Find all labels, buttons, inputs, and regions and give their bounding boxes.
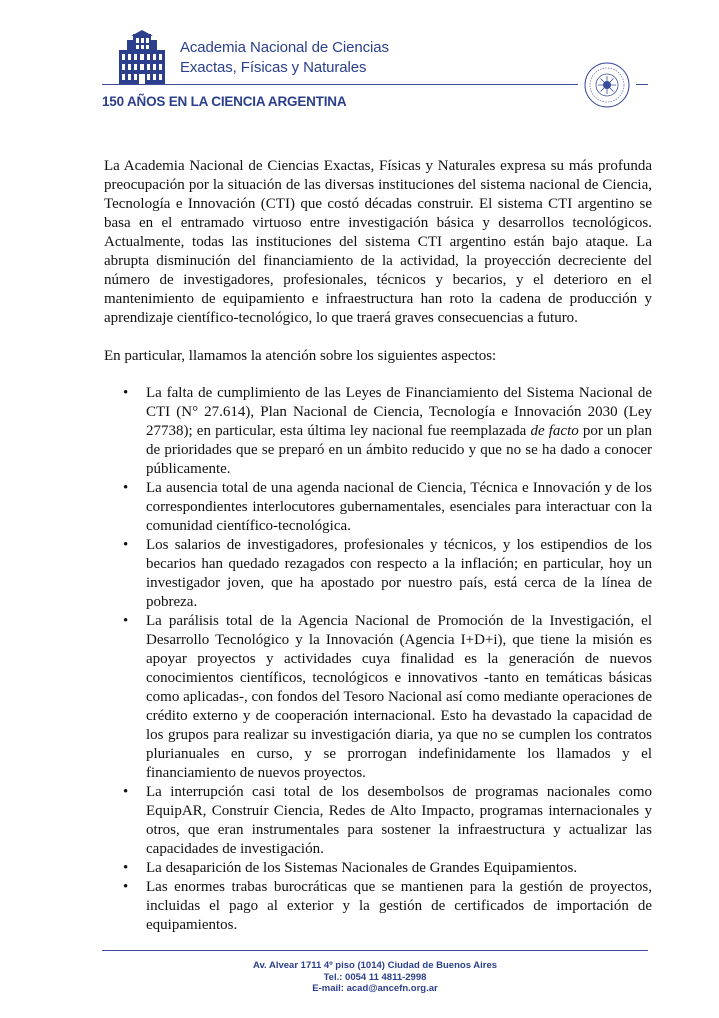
list-item-emphasis: de facto — [530, 423, 579, 439]
footer-rule — [102, 950, 648, 951]
list-item-text: Los salarios de investigadores, profesionales y técnicos, y los estipendios de los becarios han quedado rezagados con respecto a la inflación; en particular, hoy un investigador joven, que ha apostado por nuestro país, está cerca de la línea de pobreza. — [146, 537, 652, 610]
list-item — [104, 384, 652, 479]
header-rule — [102, 84, 578, 85]
list-item-text-cont: por un plan de prioridades que se preparó en un ámbito reducido y que no se ha dado a conocer públicamente. — [146, 423, 652, 477]
header-rule-right — [636, 84, 648, 85]
concerns-list — [104, 384, 652, 935]
list-item-text: La parálisis total de la Agencia Nacional de Promoción de la Investigación, el Desarrollo Tecnológico y la Innovación (Agencia I+D+i), que tiene la misión es apoyar proyectos y actividades cuya finalidad es la generación de nuevos conocimientos científicos, tecnológicos e innovativos -tanto en temáticas básicas como aplicadas-, con fondos del Tesoro Nacional así como mediante operaciones de crédito externo y de cooperación internacional. Esto ha devastado la capacidad de los grupos para realizar su investigación diaria, ya que no se cumplen los contratos plurianuales en curso, y se prorrogan indefinidamente los llamados y el financiamiento de nuevos proyectos. — [146, 613, 652, 781]
list-item — [104, 612, 652, 783]
list-item — [104, 536, 652, 612]
list-item — [104, 859, 652, 878]
list-item-text: La ausencia total de una agenda nacional de Ciencia, Técnica e Innovación y de los correspondientes interlocutores gubernamentales, esenciales para interactuar con la comunidad científico-tecnológica. — [146, 480, 652, 534]
list-item-text: La desaparición de los Sistemas Nacionales de Grandes Equipamientos. — [146, 860, 578, 876]
lead-paragraph: En particular, llamamos la atención sobre los siguientes aspectos: — [104, 348, 497, 364]
footer-email[interactable]: E-mail: acad@ancefn.org.ar — [312, 983, 438, 994]
list-item-text: La interrupción casi total de los desembolsos de programas nacionales como EquipAR, Construir Ciencia, Redes de Alto Impacto, programas internacionales y otros, que eran instrumentales para sostener la infraestructura y actualizar las capacidades de investigación. — [146, 784, 652, 857]
list-item-text: La falta de cumplimiento de las Leyes de Financiamiento del Sistema Nacional de CTI (N° 27.614), Plan Nacional de Ciencia, Tecnología e Innovación 2030 (Ley 27738); en particular, esta última ley nacional fue reemplazada — [146, 385, 652, 439]
list-item — [104, 783, 652, 859]
footer-phone: Tel.: 0054 11 4811-2998 — [323, 971, 427, 983]
academy-name — [180, 38, 389, 78]
footer-address: Av. Alvear 1711 4º piso (1014) Ciudad de Buenos Aires — [252, 960, 498, 971]
letter-body — [104, 157, 652, 935]
intro-paragraph: La Academia Nacional de Ciencias Exactas, Físicas y Naturales expresa su más profunda preocupación por la situación de las diversas instituciones del sistema nacional de Ciencia, Tecnología e Innovación (CTI) que costó décadas construir. El sistema CTI argentino se basa en el entramado virtuoso entre investigación básica y desarrollos tecnológicos. Actualmente, todas las instituciones del sistema CTI argentino están bajo ataque. La abrupta disminución del financiamiento de la actividad, la proyección decreciente del número de investigadores, profesionales, técnicos y becarios, y el deterioro en el mantenimiento de equipamiento e infraestructura han roto la cadena de producción y aprendizaje científico-tecnológico, lo que traerá graves consecuencias a futuro. — [104, 158, 652, 326]
footer-contact — [102, 960, 648, 995]
academy-seal-icon — [584, 62, 630, 108]
academy-name-line-1: Academia Nacional de Ciencias — [180, 39, 389, 56]
academy-name-line-2: Exactas, Físicas y Naturales — [180, 59, 367, 76]
building-logo-icon — [117, 30, 167, 84]
list-item — [104, 479, 652, 536]
anniversary-tagline: 150 AÑOS EN LA CIENCIA ARGENTINA — [102, 94, 347, 109]
list-item-text: Las enormes trabas burocráticas que se mantienen para la gestión de proyectos, incluidas el pago al exterior y la gestión de certificados de importación de equipamientos. — [146, 879, 652, 933]
list-item — [104, 878, 652, 935]
